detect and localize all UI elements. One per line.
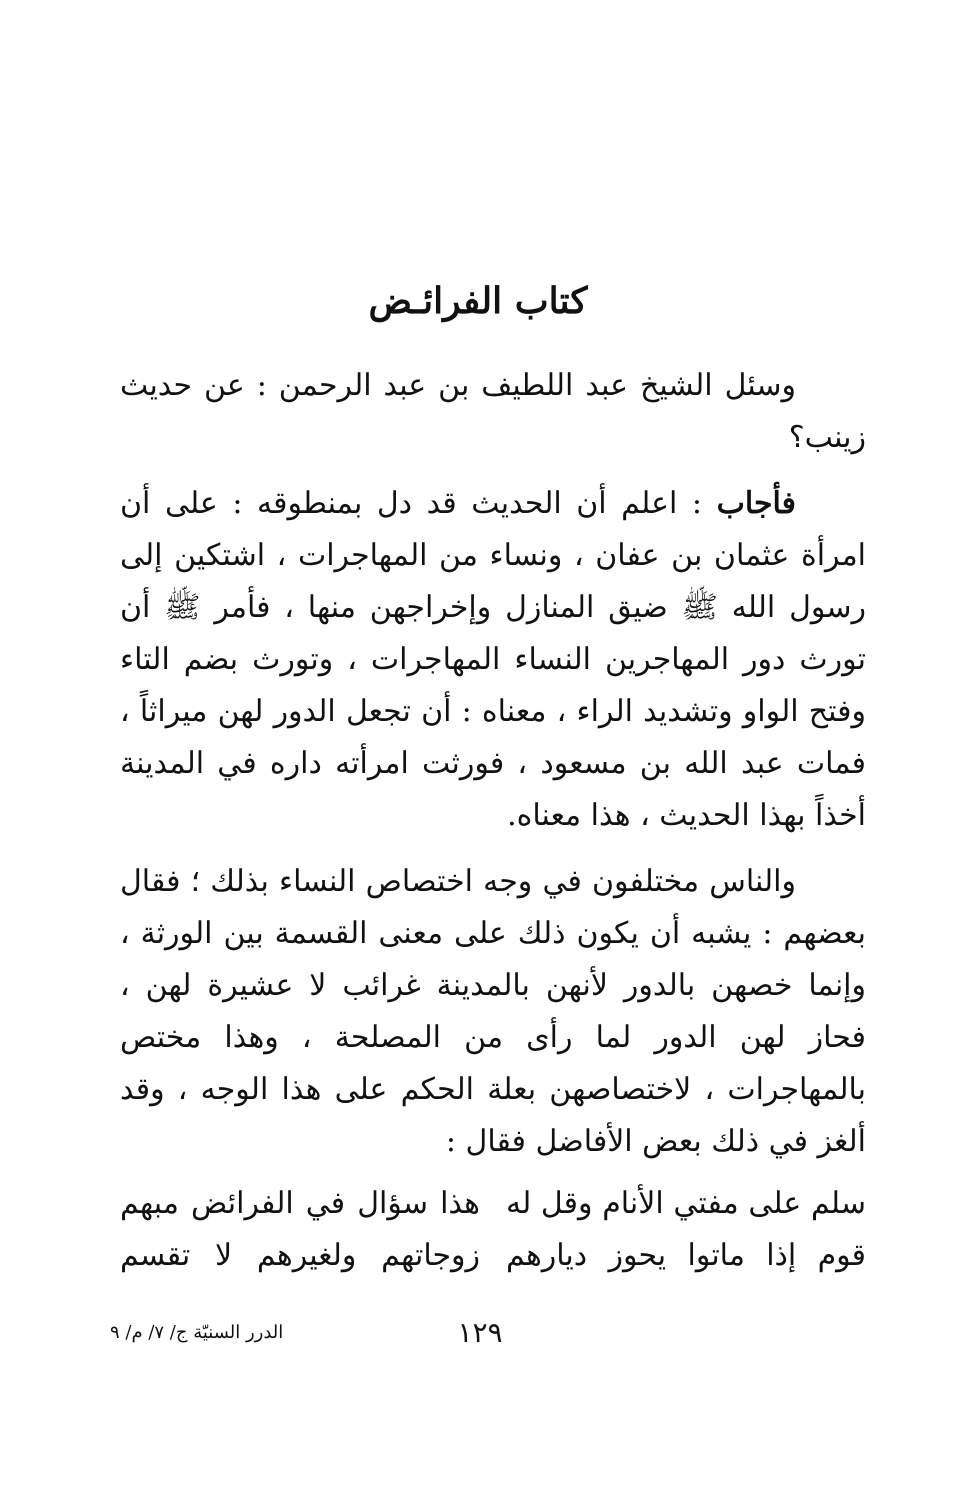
verse-2-second-hemistich: زوجاتهم ولغيرهم لا تقسم: [120, 1238, 480, 1273]
answer-paragraph: [120, 478, 866, 842]
verse-1: [120, 1178, 866, 1230]
question-paragraph: [120, 360, 866, 464]
page-number: ١٢٩: [457, 1316, 503, 1349]
verse-1-first-hemistich: سلم على مفتي الأنام وقل له: [506, 1186, 866, 1221]
answer-body: : اعلم أن الحديث قد دل بمنطوقه : على أن امرأة عثمان بن عفان ، ونساء من المهاجرات ، اشتكين إلى رسول الله ﷺ ضيق المنازل وإخراجهن منها ، فأمر ﷺ أن تورث دور المهاجرين النساء المهاجرات ، وتورث بضم التاء وفتح الواو وتشديد الراء ، معناه : أن تجعل الدور لهن ميراثاً ، فمات عبد الله بن مسعود ، فورثت امرأته داره في المدينة أخذاً بهذا الحديث ، هذا معناه.: [120, 486, 866, 833]
commentary-text: والناس مختلفون في وجه اختصاص النساء بذلك ؛ فقال بعضهم : يشبه أن يكون ذلك على معنى القسمة بين الورثة ، وإنما خصهن بالدور لأنهن بالمدينة غرائب لا عشيرة لهن ، فحاز لهن الدور لما رأى من المصلحة ، وهذا مختص بالمهاجرات ، لاختصاصهن بعلة الحكم على هذا الوجه ، وقد ألغز في ذلك بعض الأفاضل فقال :: [120, 864, 866, 1159]
verse-1-second-hemistich: هذا سؤال في الفرائض مبهم: [120, 1186, 480, 1221]
poem-verses: [120, 1178, 866, 1282]
question-text: وسئل الشيخ عبد اللطيف بن عبد الرحمن : عن حديث زينب؟: [120, 368, 866, 455]
commentary-paragraph: [120, 856, 866, 1168]
verse-2: [120, 1230, 866, 1282]
answer-text: [120, 478, 866, 842]
chapter-title: كتاب الفرائـض: [368, 280, 588, 322]
verse-2-first-hemistich: قوم إذا ماتوا يحوز ديارهم: [506, 1238, 866, 1273]
footer-reference: الدرر السنيّة ج/ ٧/ م/ ٩: [110, 1322, 284, 1343]
answer-lead-word: فأجاب: [716, 486, 796, 521]
